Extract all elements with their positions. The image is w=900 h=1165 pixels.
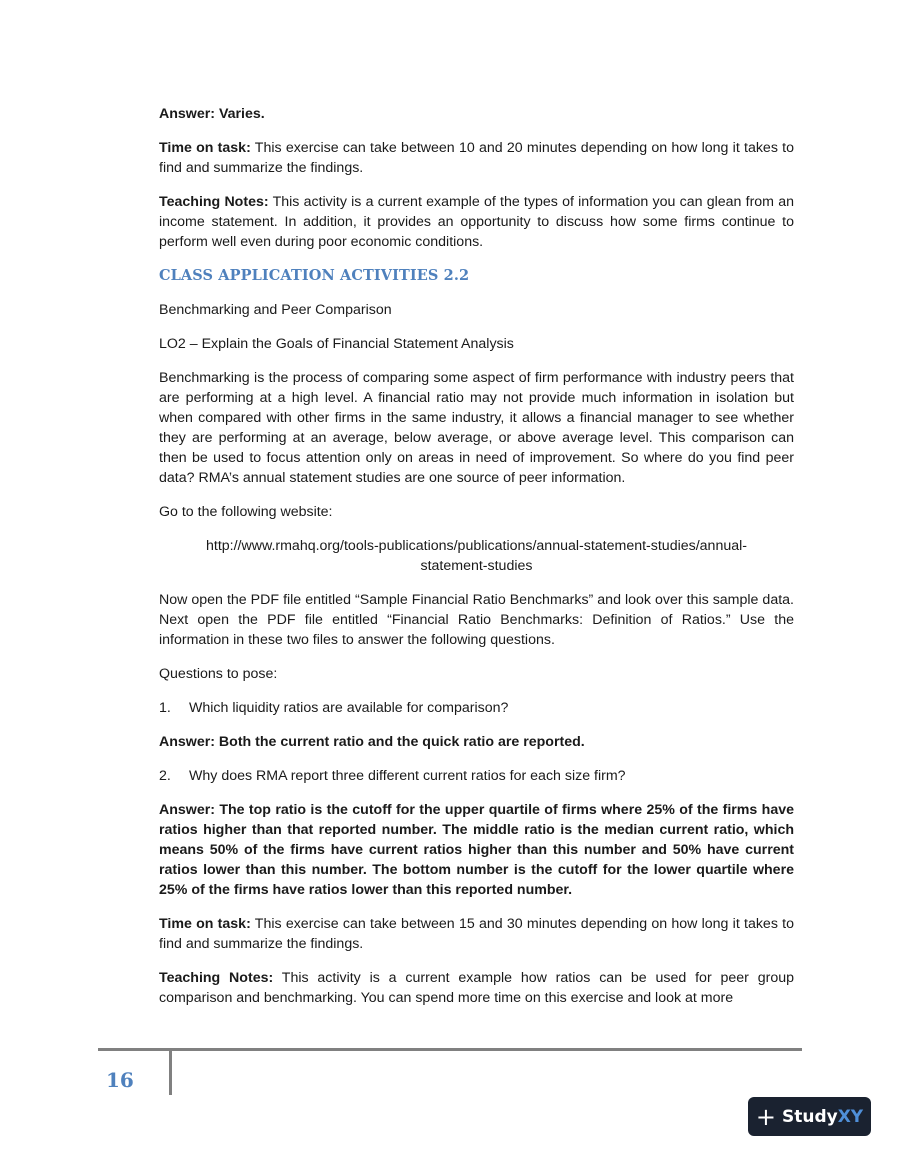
question-1 <box>159 698 794 718</box>
time-on-task-1 <box>159 138 794 178</box>
question-number: 2. <box>159 768 171 784</box>
question-text: Which liquidity ratios are available for comparison? <box>189 700 509 716</box>
plus-icon: + <box>755 1102 776 1131</box>
answer-label: Answer: <box>159 106 215 122</box>
learning-objective: LO2 – Explain the Goals of Financial Statement Analysis <box>159 336 514 352</box>
question-2 <box>159 766 794 786</box>
time-text: This exercise can take between 15 and 30 minutes depending on how long it takes to find and summarize the findings. <box>159 916 794 952</box>
questions-label: Questions to pose: <box>159 666 278 682</box>
time-label: Time on task: <box>159 916 251 932</box>
answer-1-text: Answer: Both the current ratio and the quick ratio are reported. <box>159 734 585 750</box>
notes-label: Teaching Notes: <box>159 970 274 986</box>
page-number: 16 <box>106 1068 134 1092</box>
url-line-1: http://www.rmahq.org/tools-publications/publications/annual-statement-studies/annual- <box>206 538 747 554</box>
answer-varies <box>159 104 794 124</box>
website-url <box>159 536 794 576</box>
teaching-notes-1 <box>159 192 794 252</box>
intro-paragraph: Benchmarking is the process of comparing some aspect of firm performance with industry peers that are performing at a high level. A financial ratio may not provide much information in isolation but when compared with other firms in the same industry, it allows a financial manager to see whether they are performing at an average, below average, or above average level. This comparison can then be used to focus attention only on areas in need of improvement. So where do you find peer data? RMA’s annual statement studies are one source of peer information. <box>159 370 794 486</box>
footer-rule <box>98 1048 802 1051</box>
teaching-notes-2 <box>159 968 794 1008</box>
studyxy-badge[interactable] <box>748 1097 871 1136</box>
time-on-task-2 <box>159 914 794 954</box>
answer-1 <box>159 732 794 752</box>
time-text: This exercise can take between 10 and 20 minutes depending on how long it takes to find and summarize the findings. <box>159 140 794 176</box>
section-heading: CLASS APPLICATION ACTIVITIES 2.2 <box>159 267 470 284</box>
notes-text: This activity is a current example how ratios can be used for peer group comparison and benchmarking. You can spend more time on this exercise and look at more <box>159 970 795 1006</box>
goto-text: Go to the following website: <box>159 504 333 520</box>
time-label: Time on task: <box>159 140 251 156</box>
answer-2-text: Answer: The top ratio is the cutoff for the upper quartile of firms where 25% of the firms have ratios higher than that reported number. The middle ratio is the median current ratio, which means 50% of the firms have current ratios higher than this number and 50% have current ratios lower than this number. The bottom number is the cutoff for the lower quartile where 25% of the firms have ratios lower than this reported number. <box>159 802 794 898</box>
badge-word: Study <box>781 1106 838 1127</box>
answer-2 <box>159 800 794 900</box>
notes-label: Teaching Notes: <box>159 194 269 210</box>
instructions-paragraph: Now open the PDF file entitled “Sample Financial Ratio Benchmarks” and look over this sample data. Next open the PDF file entitled “Financial Ratio Benchmarks: Definition of Ratios.” Use the information in these two files to answer the following questions. <box>159 592 794 648</box>
notes-text: This activity is a current example of the types of information you can glean from an income statement. In addition, it provides an opportunity to discuss how some firms continue to perform well even during poor economic conditions. <box>159 194 795 250</box>
answer-text: Varies. <box>218 106 265 122</box>
badge-accent: XY <box>837 1106 864 1127</box>
question-text: Why does RMA report three different current ratios for each size firm? <box>189 768 626 784</box>
footer-divider <box>169 1050 172 1095</box>
question-number: 1. <box>159 700 171 716</box>
page-body <box>159 104 794 1022</box>
url-line-2: statement-studies <box>420 558 533 574</box>
section-subtitle: Benchmarking and Peer Comparison <box>159 302 392 318</box>
